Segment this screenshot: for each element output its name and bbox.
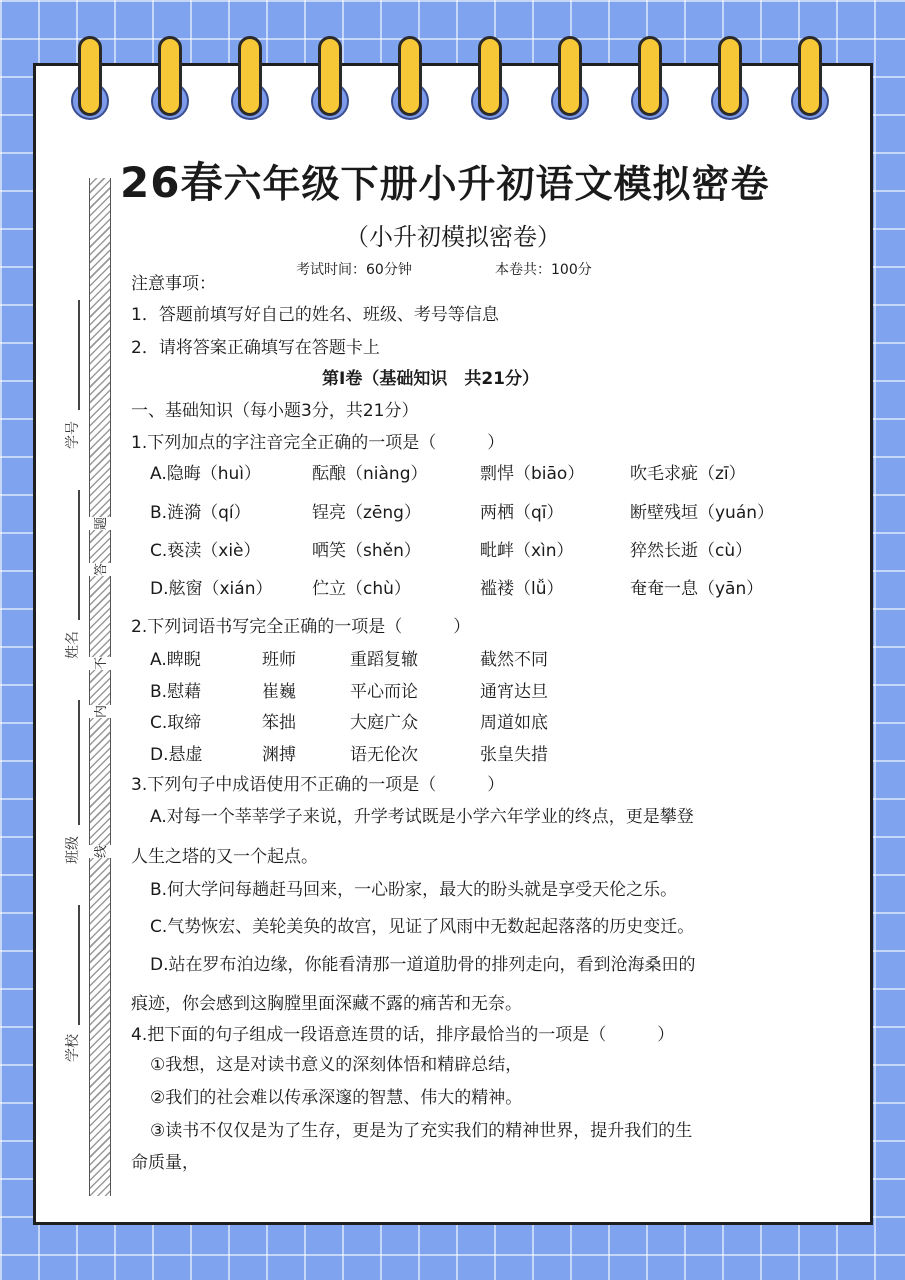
spiral-ring-3 xyxy=(238,36,262,116)
q1-option-d-1: D.舷窗（xián） xyxy=(150,579,273,599)
q2-stem: 2.下列词语书写完全正确的一项是（ ） xyxy=(131,617,471,637)
notice-title: 注意事项： xyxy=(131,274,216,294)
binding-char-xian: 线 xyxy=(88,845,111,858)
notice-1: 1．答题前填写好自己的姓名、班级、考号等信息 xyxy=(131,305,499,325)
q1-option-b-4: 断壁残垣（yuán） xyxy=(630,503,775,523)
spiral-ring-9 xyxy=(718,36,742,116)
title-prefix: 26春 xyxy=(120,158,224,207)
q2-option-b-2: 崔巍 xyxy=(262,682,296,702)
class-label: 班级 xyxy=(65,836,81,864)
q1-option-d-2: 伫立（chù） xyxy=(312,579,411,599)
spiral-ring-10 xyxy=(798,36,822,116)
q4-stem: 4.把下面的句子组成一段语意连贯的话，排序最恰当的一项是（ ） xyxy=(131,1025,675,1045)
q2-option-c-4: 周道如底 xyxy=(480,713,548,733)
q4-sentence-1: ①我想，这是对读书意义的深刻体悟和精辟总结， xyxy=(150,1055,523,1075)
spiral-ring-6 xyxy=(478,36,502,116)
total-score: 本卷共：100分 xyxy=(495,262,592,278)
binding-char-da: 答 xyxy=(88,563,111,576)
q2-option-a-2: 班师 xyxy=(262,650,296,670)
q1-option-a-3: 剽悍（biāo） xyxy=(480,464,585,484)
q1-option-a-2: 酝酿（niàng） xyxy=(312,464,428,484)
student-number-label: 学号 xyxy=(65,421,81,449)
q4-sentence-3-line1: ③读书不仅仅是为了生存，更是为了充实我们的精神世界，提升我们的生 xyxy=(150,1121,693,1141)
spiral-ring-5 xyxy=(398,36,422,116)
subtitle: （小升初模拟密卷） xyxy=(345,223,561,251)
binding-strip xyxy=(89,178,111,1196)
title-main: 六年级下册小升初语文模拟密卷 xyxy=(223,162,770,206)
q1-option-b-2: 锃亮（zēng） xyxy=(312,503,421,523)
notice-2: 2．请将答案正确填写在答题卡上 xyxy=(131,338,380,358)
q1-option-a-1: A.隐晦（huì） xyxy=(150,464,262,484)
volume-title: 第Ⅰ卷（基础知识 共21分） xyxy=(322,369,539,389)
q3-option-a-line2: 人生之塔的又一个起点。 xyxy=(131,847,318,867)
binding-char-nei: 内 xyxy=(88,705,111,718)
q1-option-d-4: 奄奄一息（yān） xyxy=(630,579,764,599)
q3-option-b: B.何大学问每趟赶马回来，一心盼家，最大的盼头就是享受天伦之乐。 xyxy=(150,880,678,900)
q2-option-b-3: 平心而论 xyxy=(350,682,418,702)
q2-option-c-2: 笨拙 xyxy=(262,713,296,733)
q4-sentence-3-line2: 命质量， xyxy=(131,1153,199,1173)
school-label: 学校 xyxy=(65,1034,81,1062)
q2-option-b-1: B.慰藉 xyxy=(150,682,202,702)
q2-option-a-4: 截然不同 xyxy=(480,650,548,670)
binding-char-bu: 不 xyxy=(88,657,111,670)
q2-option-b-4: 通宵达旦 xyxy=(480,682,548,702)
name-line xyxy=(78,490,80,620)
exam-time: 考试时间：60分钟 xyxy=(296,262,412,278)
q1-option-c-4: 猝然长逝（cù） xyxy=(630,541,753,561)
q2-option-d-1: D.悬虚 xyxy=(150,745,203,765)
school-line xyxy=(78,905,80,1025)
q1-option-c-3: 毗衅（xìn） xyxy=(480,541,574,561)
q1-option-c-2: 哂笑（shěn） xyxy=(312,541,421,561)
q3-option-d-line2: 痕迹，你会感到这胸膛里面深藏不露的痛苦和无奈。 xyxy=(131,994,522,1014)
q3-stem: 3.下列句子中成语使用不正确的一项是（ ） xyxy=(131,775,505,795)
spiral-ring-8 xyxy=(638,36,662,116)
section-title: 一、基础知识（每小题3分，共21分） xyxy=(131,401,419,421)
binding-char-ti: 题 xyxy=(88,517,111,530)
q2-option-c-3: 大庭广众 xyxy=(350,713,418,733)
page-title xyxy=(120,150,769,210)
q3-option-d-line1: D.站在罗布泊边缘，你能看清那一道道肋骨的排列走向，看到沧海桑田的 xyxy=(150,955,696,975)
q1-stem: 1.下列加点的字注音完全正确的一项是（ ） xyxy=(131,433,505,453)
name-label: 姓名 xyxy=(65,631,81,659)
spiral-ring-1 xyxy=(78,36,102,116)
q1-option-d-3: 褴褛（lǚ） xyxy=(480,579,564,599)
q3-option-c: C.气势恢宏、美轮美奂的故宫，见证了风雨中无数起起落落的历史变迁。 xyxy=(150,917,695,937)
q1-option-c-1: C.亵渎（xiè） xyxy=(150,541,261,561)
q2-option-a-3: 重蹈复辙 xyxy=(350,650,418,670)
class-line xyxy=(78,700,80,825)
q1-option-b-1: B.涟漪（qí） xyxy=(150,503,251,523)
q2-option-d-2: 渊搏 xyxy=(262,745,296,765)
q2-option-c-1: C.取缔 xyxy=(150,713,202,733)
q4-sentence-2: ②我们的社会难以传承深邃的智慧、伟大的精神。 xyxy=(150,1088,523,1108)
spiral-ring-7 xyxy=(558,36,582,116)
q1-option-b-3: 两栖（qī） xyxy=(480,503,564,523)
q2-option-a-1: A.睥睨 xyxy=(150,650,201,670)
q3-option-a-line1: A.对每一个莘莘学子来说，升学考试既是小学六年学业的终点，更是攀登 xyxy=(150,807,694,827)
q2-option-d-4: 张皇失措 xyxy=(480,745,548,765)
spiral-ring-4 xyxy=(318,36,342,116)
q1-option-a-4: 吹毛求疵（zī） xyxy=(630,464,746,484)
q2-option-d-3: 语无伦次 xyxy=(350,745,418,765)
spiral-ring-2 xyxy=(158,36,182,116)
student-number-line xyxy=(78,300,80,410)
